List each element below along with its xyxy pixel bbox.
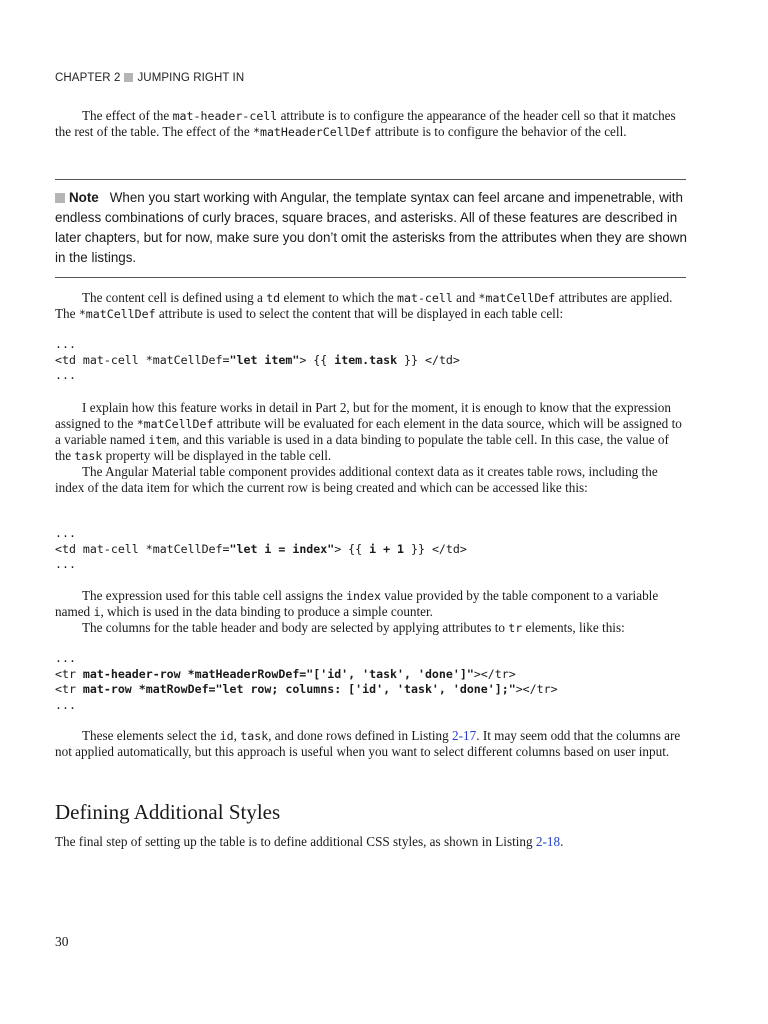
paragraph-7 <box>55 728 687 760</box>
text: , which is used in the data binding to produce a simple counter. <box>100 604 433 619</box>
code-line <box>55 667 695 683</box>
code-listing-1 <box>55 337 695 384</box>
chapter-label: CHAPTER 2 <box>55 72 121 84</box>
code-line: ... <box>55 368 76 383</box>
note-box <box>55 188 687 268</box>
code-token: ></tr> <box>473 666 516 681</box>
code-token: <td mat-cell *matCellDef= <box>55 352 230 367</box>
code-token-bold: "let item" <box>229 352 300 367</box>
text: attributes are applied. The <box>55 290 673 321</box>
code-line: ... <box>55 697 76 712</box>
text: and <box>452 290 479 305</box>
inline-code: task <box>74 449 103 463</box>
text: element to which the <box>280 290 397 305</box>
code-token: <td mat-cell *matCellDef= <box>55 541 230 556</box>
code-token-bold: mat-header-row *matHeaderRowDef="['id', 'task', 'done']" <box>82 666 474 681</box>
text: rows defined in Listing <box>322 728 453 743</box>
text: done <box>297 728 323 743</box>
code-token: ></tr> <box>515 682 558 697</box>
text: . It may seem odd that the columns are not applied automatically, but this approach is useful when you want to select different columns based on user input. <box>55 728 681 759</box>
code-listing-3 <box>55 651 695 713</box>
running-header <box>55 72 244 84</box>
code-line <box>55 682 695 698</box>
code-token: }} </td> <box>397 352 460 367</box>
text: I explain how this feature works in detail in Part 2, but for the moment, it is enough to know that the expression assigned to the <box>55 400 671 431</box>
code-line: ... <box>55 337 76 351</box>
code-line <box>55 542 695 558</box>
section-heading: Defining Additional Styles <box>55 800 281 824</box>
listing-link-2-18[interactable]: 2-18 <box>535 834 561 849</box>
inline-code: *matCellDef <box>78 307 156 321</box>
note-text: When you start working with Angular, the template syntax can feel arcane and impenetrable, with endless combinations of curly braces, square braces, and asterisks. All of these features are described in later chapters, but for now, make sure you don’t omit the asterisks from the attributes when they are shown in the listings. <box>55 190 687 265</box>
text: , <box>233 728 241 743</box>
code-token: > {{ <box>299 352 335 367</box>
text: , and <box>268 728 298 743</box>
inline-code: *matCellDef <box>136 417 214 431</box>
paragraph-6 <box>55 620 687 636</box>
text: property will be displayed in the table cell. <box>102 448 332 463</box>
text: . <box>560 834 564 849</box>
code-token-bold: item.task <box>334 352 398 367</box>
text: The columns for the table header and body are selected by applying attributes to <box>82 620 509 635</box>
paragraph-2 <box>55 290 687 322</box>
code-line: ... <box>55 651 76 665</box>
code-token-bold: i + 1 <box>369 541 405 556</box>
note-bottom-rule <box>55 277 686 278</box>
text: attribute is to configure the behavior of the cell. <box>371 124 627 139</box>
text: value provided by the table component to a variable named <box>55 588 659 619</box>
note-top-rule <box>55 179 686 180</box>
page-number: 30 <box>55 934 69 949</box>
code-line: ... <box>55 526 76 540</box>
code-token-bold: "let i = index" <box>229 541 335 556</box>
text: The final step of setting up the table is to define additional CSS styles, as shown in Listing <box>55 834 536 849</box>
code-token: }} </td> <box>404 541 467 556</box>
paragraph-5 <box>55 588 687 636</box>
code-listing-2 <box>55 526 695 573</box>
inline-code: index <box>346 589 381 603</box>
text: attribute will be evaluated for each element in the data source, which will be assigned to a variable named <box>55 416 682 447</box>
code-token: <tr <box>55 666 83 681</box>
code-line: ... <box>55 557 76 572</box>
text: The expression used for this table cell assigns the <box>82 588 347 603</box>
header-separator-square <box>124 73 133 82</box>
text: attribute is to configure the appearance of the header cell so that it matches the rest of the table. The effect of the <box>55 108 676 139</box>
text: These elements select the <box>82 728 220 743</box>
listing-link-2-17[interactable]: 2-17 <box>452 728 477 743</box>
text: The content cell is defined using a <box>82 290 267 305</box>
text: The Angular Material table component provides additional context data as it creates table rows, including the index of the data item for which the current row is being created and which can be accessed like this: <box>55 464 658 495</box>
code-token: > {{ <box>334 541 370 556</box>
inline-code: i <box>93 605 101 619</box>
inline-code: *matCellDef <box>478 291 556 305</box>
code-token: <tr <box>55 682 83 697</box>
paragraph-3 <box>55 400 687 496</box>
inline-code: *matHeaderCellDef <box>252 125 372 139</box>
inline-code: mat-cell <box>397 291 453 305</box>
note-label: Note <box>69 190 99 205</box>
text: elements, like this: <box>522 620 625 635</box>
inline-code: tr <box>508 621 523 635</box>
text: , and this variable is used in a data binding to populate the table cell. In this case, the value of the <box>55 432 669 463</box>
inline-code: item <box>148 433 177 447</box>
inline-code: mat-header-cell <box>172 109 278 123</box>
chapter-title: JUMPING RIGHT IN <box>137 72 245 84</box>
code-line <box>55 353 695 369</box>
text: The effect of the <box>82 108 173 123</box>
code-token-bold: mat-row *matRowDef="let row; columns: ['id', 'task', 'done'];" <box>82 682 516 697</box>
inline-code: id <box>219 729 234 743</box>
text: attribute is used to select the content that will be displayed in each table cell: <box>155 306 564 321</box>
paragraph-8 <box>55 834 687 850</box>
paragraph-4 <box>55 464 687 496</box>
paragraph-1 <box>55 108 687 140</box>
inline-code: task <box>240 729 269 743</box>
note-square-icon <box>55 193 65 203</box>
inline-code: td <box>266 291 281 305</box>
